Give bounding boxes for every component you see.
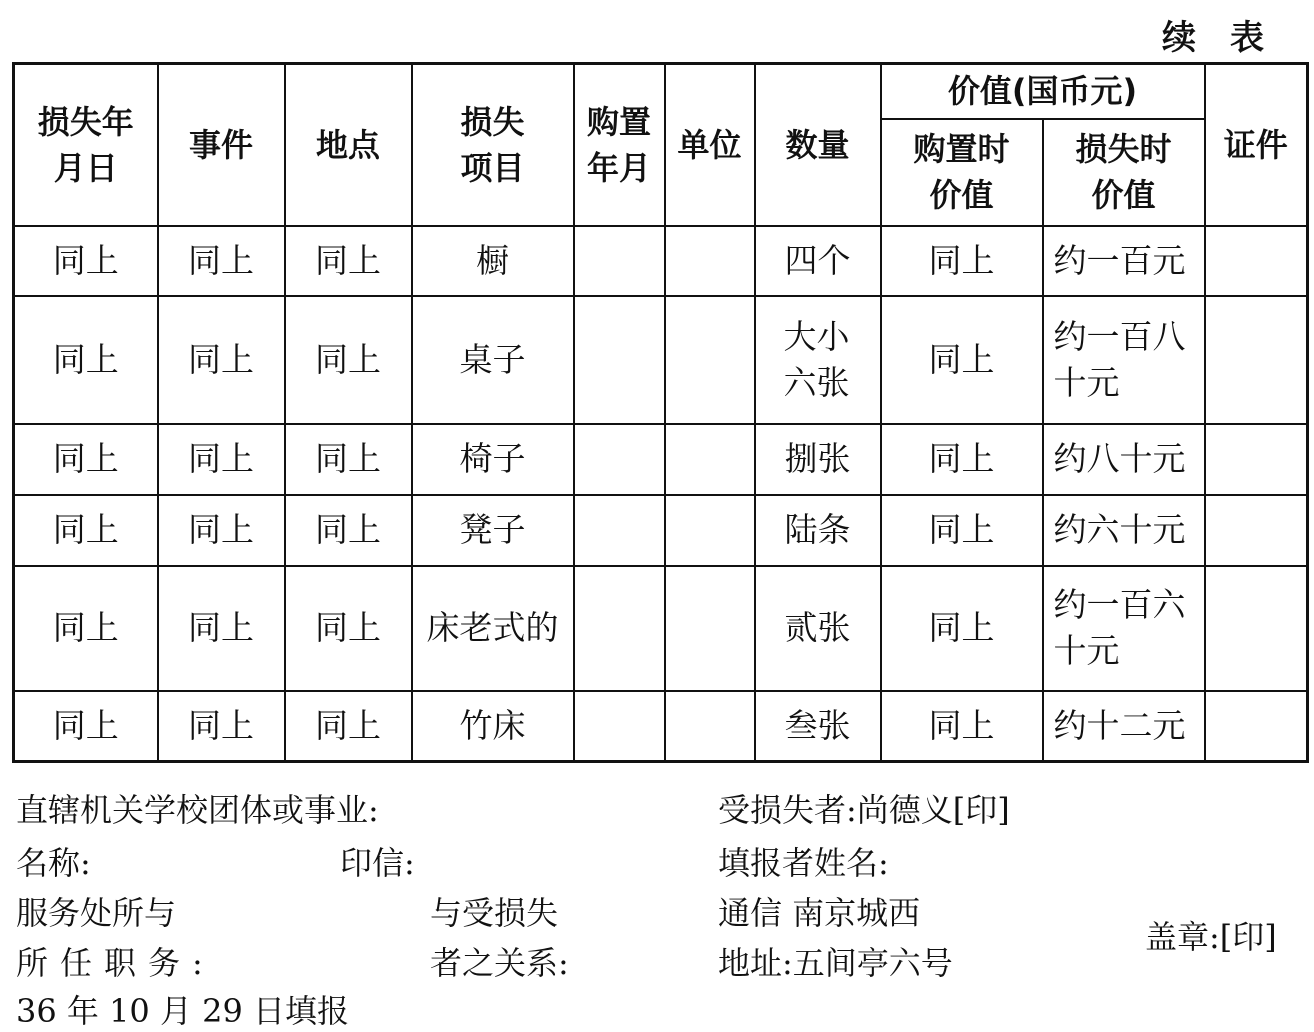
cell-value-purchase: 同上	[881, 296, 1043, 424]
cell-unit	[665, 495, 755, 566]
cell-purchase-date	[574, 424, 665, 495]
header-item: 损失 项目	[412, 64, 574, 226]
cell-item: 凳子	[412, 495, 574, 566]
cell-value-purchase: 同上	[881, 566, 1043, 691]
table-row	[14, 226, 1308, 296]
cell-item: 桌子	[412, 296, 574, 424]
cell-unit	[665, 691, 755, 762]
relation-label-line1: 与受损失	[430, 894, 559, 932]
cell-item: 床老式的	[412, 566, 574, 691]
continued-table-label: 续表	[1162, 18, 1298, 58]
cell-date: 同上	[14, 296, 158, 424]
address-line1: 通信 南京城西	[718, 894, 921, 932]
table-row	[14, 424, 1308, 495]
stamp-label: 盖章:[印]	[1145, 918, 1277, 956]
cell-proof	[1205, 566, 1308, 691]
cell-proof	[1205, 424, 1308, 495]
cell-place: 同上	[285, 495, 412, 566]
cell-unit	[665, 296, 755, 424]
cell-event: 同上	[158, 226, 285, 296]
cell-proof	[1205, 691, 1308, 762]
cell-date: 同上	[14, 495, 158, 566]
header-proof: 证件	[1205, 64, 1308, 226]
cell-event: 同上	[158, 424, 285, 495]
cell-unit	[665, 424, 755, 495]
cell-proof	[1205, 226, 1308, 296]
table-row	[14, 296, 1308, 424]
header-value-group: 价值(国币元)	[881, 64, 1205, 119]
seal-label: 印信:	[340, 844, 415, 882]
cell-quantity: 大小 六张	[755, 296, 881, 424]
cell-value-purchase: 同上	[881, 424, 1043, 495]
cell-unit	[665, 566, 755, 691]
cell-place: 同上	[285, 691, 412, 762]
org-label-line2: 名称:	[16, 844, 91, 882]
cell-quantity: 贰张	[755, 566, 881, 691]
header-loss-date: 损失年 月日	[14, 64, 158, 226]
cell-value-purchase: 同上	[881, 691, 1043, 762]
header-unit: 单位	[665, 64, 755, 226]
cell-date: 同上	[14, 566, 158, 691]
header-value-loss: 损失时 价值	[1043, 119, 1205, 226]
cell-proof	[1205, 296, 1308, 424]
cell-unit	[665, 226, 755, 296]
cell-event: 同上	[158, 495, 285, 566]
cell-purchase-date	[574, 296, 665, 424]
table-row	[14, 691, 1308, 762]
cell-value-purchase: 同上	[881, 226, 1043, 296]
relation-label-line2: 者之关系:	[430, 944, 569, 982]
header-place: 地点	[285, 64, 412, 226]
table-row	[14, 566, 1308, 691]
cell-proof	[1205, 495, 1308, 566]
cell-value-loss: 约十二元	[1043, 691, 1205, 762]
cell-date: 同上	[14, 226, 158, 296]
header-value-purchase: 购置时 价值	[881, 119, 1043, 226]
cell-place: 同上	[285, 566, 412, 691]
cell-quantity: 捌张	[755, 424, 881, 495]
address-line2: 地址:五间亭六号	[718, 944, 953, 982]
fill-date: 36 年 10 月 29 日填报	[16, 992, 350, 1030]
cell-quantity: 四个	[755, 226, 881, 296]
cell-date: 同上	[14, 691, 158, 762]
reporter-label: 填报者姓名:	[718, 844, 889, 882]
cell-value-loss: 约一百六 十元	[1043, 566, 1205, 691]
header-quantity: 数量	[755, 64, 881, 226]
cell-purchase-date	[574, 566, 665, 691]
cell-value-loss: 约一百元	[1043, 226, 1205, 296]
cell-item: 竹床	[412, 691, 574, 762]
loss-table	[12, 62, 1309, 763]
cell-event: 同上	[158, 296, 285, 424]
service-label-line2: 所任职务:	[16, 944, 215, 982]
cell-item: 椅子	[412, 424, 574, 495]
header-event: 事件	[158, 64, 285, 226]
cell-place: 同上	[285, 424, 412, 495]
cell-quantity: 陆条	[755, 495, 881, 566]
cell-value-loss: 约六十元	[1043, 495, 1205, 566]
header-purchase-date: 购置 年月	[574, 64, 665, 226]
cell-value-loss: 约一百八 十元	[1043, 296, 1205, 424]
cell-place: 同上	[285, 296, 412, 424]
cell-item: 橱	[412, 226, 574, 296]
table-row	[14, 495, 1308, 566]
cell-date: 同上	[14, 424, 158, 495]
service-label-line1: 服务处所与	[16, 894, 177, 932]
cell-value-purchase: 同上	[881, 495, 1043, 566]
cell-place: 同上	[285, 226, 412, 296]
org-label-line1: 直辖机关学校团体或事业:	[16, 791, 379, 829]
cell-purchase-date	[574, 691, 665, 762]
cell-purchase-date	[574, 495, 665, 566]
cell-event: 同上	[158, 691, 285, 762]
cell-purchase-date	[574, 226, 665, 296]
cell-event: 同上	[158, 566, 285, 691]
cell-value-loss: 约八十元	[1043, 424, 1205, 495]
victim-name: 受损失者:尚德义[印]	[718, 791, 1010, 829]
cell-quantity: 叁张	[755, 691, 881, 762]
